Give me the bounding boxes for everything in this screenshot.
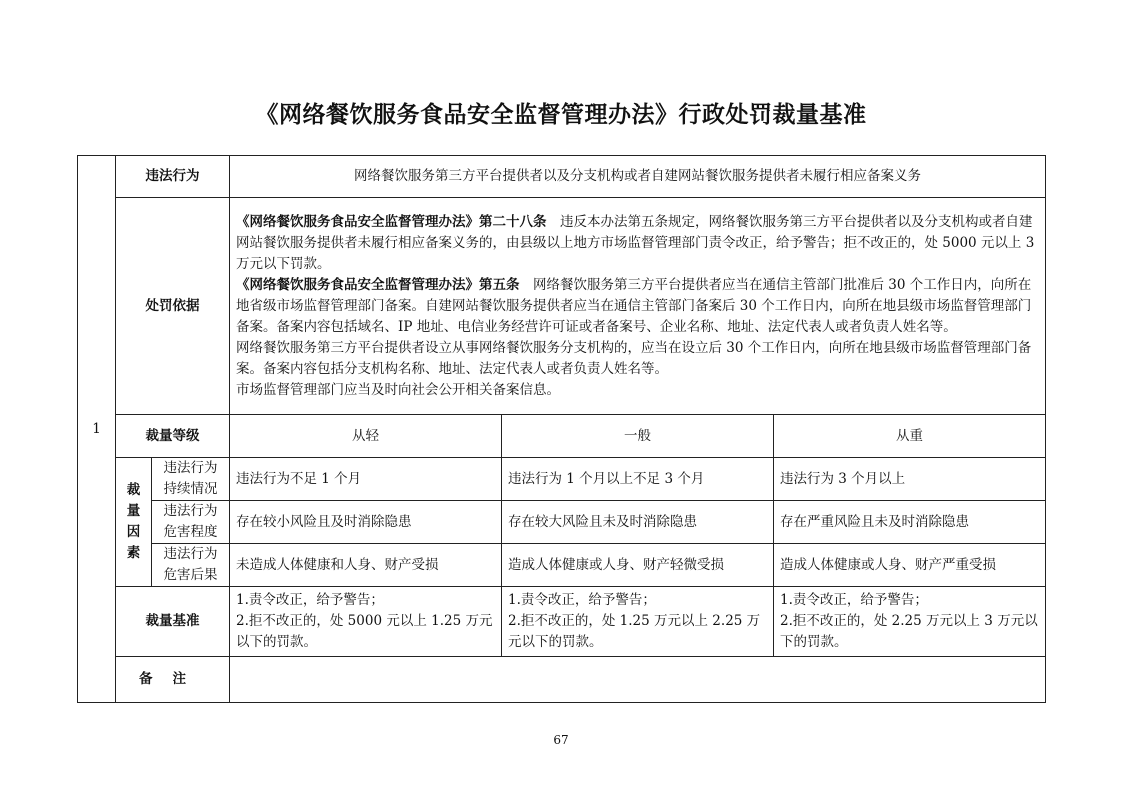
page-number: 67 (553, 733, 569, 747)
item-number: 1 (78, 156, 116, 703)
level-heavy: 从重 (774, 415, 1046, 458)
factor-light: 未造成人体健康和人身、财产受损 (230, 544, 502, 587)
art28-text: 违反本办法第五条规定，网络餐饮服务第三方平台提供者以及分支机构或者自建网站餐饮服务提供者未履行相应备案义务的，由县级以上地方市场监督管理部门责令改正，给予警告；拒不改正的，处 5000 元以上 3 万元以下罚款。 (236, 213, 1035, 272)
factor-row (78, 501, 1046, 544)
basis-para2: 网络餐饮服务第三方平台提供者设立从事网络餐饮服务分支机构的，应当在设立后 30 个工作日内，向所在地县级市场监督管理部门备案。备案内容包括分支机构名称、地址、法定代表人或者负责人姓名等。 (236, 339, 1032, 377)
violation-row (78, 156, 1046, 198)
standard-row (78, 587, 1046, 657)
factors-label: 裁 量 因 素 (116, 458, 152, 587)
level-normal: 一般 (502, 415, 774, 458)
factor-light: 存在较小风险且及时消除隐患 (230, 501, 502, 544)
factor-heavy: 违法行为 3 个月以上 (774, 458, 1046, 501)
basis-row (78, 198, 1046, 415)
art5-title: 《网络餐饮服务食品安全监督管理办法》第五条 (236, 276, 520, 293)
standard-label: 裁量基准 (116, 587, 230, 657)
factor-row (78, 458, 1046, 501)
art5-text: 网络餐饮服务第三方平台提供者应当在通信主管部门批准后 30 个工作日内，向所在地省级市场监督管理部门备案。自建网站餐饮服务提供者应当在通信主管部门备案后 30 个工作日内，向所在地县级市场监督管理部门备案。备案内容包括域名、IP 地址、电信业务经营许可证或者备案号、企业名称、地址、法定代表人或者负责人姓名等。 (236, 276, 1032, 335)
remark-label: 备注 (116, 657, 230, 703)
standard-heavy: 1.责令改正，给予警告； 2.拒不改正的，处 2.25 万元以上 3 万元以下的罚款。 (774, 587, 1046, 657)
factor-row (78, 544, 1046, 587)
violation-label: 违法行为 (116, 156, 230, 198)
factor-name: 违法行为 持续情况 (152, 458, 230, 501)
basis-text (230, 198, 1046, 415)
standard-light: 1.责令改正，给予警告； 2.拒不改正的，处 5000 元以上 1.25 万元以下的罚款。 (230, 587, 502, 657)
factor-heavy: 存在严重风险且未及时消除隐患 (774, 501, 1046, 544)
level-light: 从轻 (230, 415, 502, 458)
levels-row (78, 415, 1046, 458)
penalty-table (77, 155, 1046, 703)
factor-normal: 造成人体健康或人身、财产轻微受损 (502, 544, 774, 587)
art28-title: 《网络餐饮服务食品安全监督管理办法》第二十八条 (236, 213, 547, 230)
factor-name: 违法行为 危害程度 (152, 501, 230, 544)
factor-heavy: 造成人体健康或人身、财产严重受损 (774, 544, 1046, 587)
factor-name: 违法行为 危害后果 (152, 544, 230, 587)
levels-label: 裁量等级 (116, 415, 230, 458)
remark-text (230, 657, 1046, 703)
factor-light: 违法行为不足 1 个月 (230, 458, 502, 501)
page-title: 《网络餐饮服务食品安全监督管理办法》行政处罚裁量基准 (255, 101, 867, 128)
standard-normal: 1.责令改正，给予警告； 2.拒不改正的，处 1.25 万元以上 2.25 万元以下的罚款。 (502, 587, 774, 657)
factor-normal: 存在较大风险且未及时消除隐患 (502, 501, 774, 544)
basis-label: 处罚依据 (116, 198, 230, 415)
basis-para3: 市场监督管理部门应当及时向社会公开相关备案信息。 (236, 381, 560, 398)
factor-normal: 违法行为 1 个月以上不足 3 个月 (502, 458, 774, 501)
remark-row (78, 657, 1046, 703)
violation-text: 网络餐饮服务第三方平台提供者以及分支机构或者自建网站餐饮服务提供者未履行相应备案义务 (230, 156, 1046, 198)
